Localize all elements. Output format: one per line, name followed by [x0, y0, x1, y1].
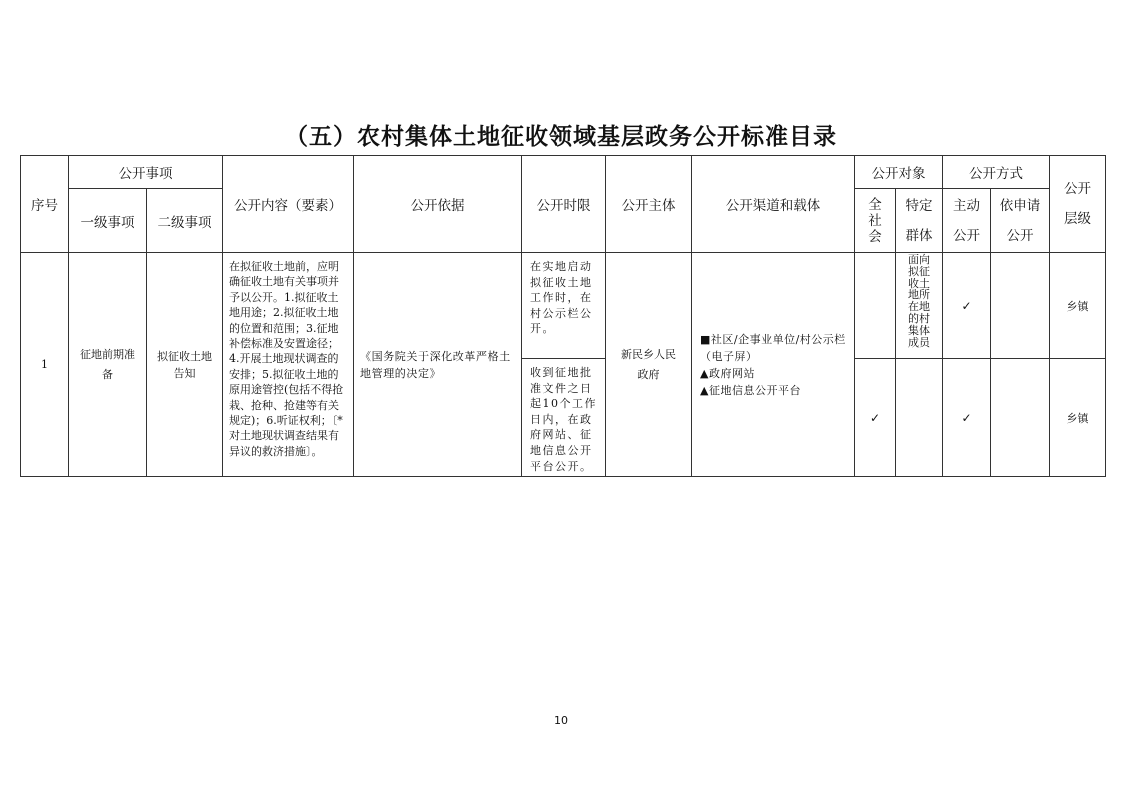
header-specific-group: [896, 189, 943, 253]
header-time-limit: 公开时限: [522, 156, 606, 253]
header-level2: 二级事项: [147, 189, 223, 253]
header-subject: 公开主体: [606, 156, 692, 253]
header-method-group: 公开方式: [943, 156, 1050, 189]
row-channel: [692, 253, 855, 477]
channel-item: ▲政府网站: [700, 366, 755, 380]
row-level1: 征地前期准备: [69, 253, 147, 477]
header-all-society-text: 全社会: [868, 196, 882, 245]
header-seq: 序号: [21, 156, 69, 253]
row-all-society-1: [855, 253, 896, 359]
header-basis: 公开依据: [354, 156, 522, 253]
row-level-2: 乡镇: [1050, 359, 1106, 477]
row-time-limit-2: 收到征地批准文件之日起10个工作日内，在政府网站、征地信息公开平台公开。: [522, 359, 606, 477]
row-content: 在拟征收土地前，应明确征收土地有关事项并予以公开。1.拟征收土地用途；2.拟征收土地的位置和范围；3.征地补偿标准及安置途径；4.开展土地现状调查的安排；5.拟征收土地的原用途管控(包括不得抢栽、抢种、抢建等有关规定)；6.听证权利；〔*对土地现状调查结果有异议的救济措施〕。: [223, 253, 354, 477]
header-active-line1: 主动: [953, 197, 980, 214]
header-all-society: [855, 189, 896, 253]
header-content: 公开内容（要素）: [223, 156, 354, 253]
row-apply-1: [991, 253, 1050, 359]
page-title: （五）农村集体土地征收领域基层政务公开标准目录: [285, 124, 837, 150]
channel-item: ▲征地信息公开平台: [700, 383, 801, 397]
header-channel: 公开渠道和载体: [692, 156, 855, 253]
row-specific-group-2: [896, 359, 943, 477]
row-basis: 《国务院关于深化改革严格土地管理的决定》: [354, 253, 522, 477]
header-level-line2: 层级: [1064, 211, 1091, 227]
header-apply-line1: 依申请: [999, 197, 1041, 214]
header-target-group: 公开对象: [855, 156, 943, 189]
header-active-line2: 公开: [953, 227, 980, 244]
row-seq: 1: [21, 253, 69, 477]
check-icon: ✓: [943, 253, 991, 359]
header-level: [1050, 156, 1106, 253]
header-level-line1: 公开: [1064, 181, 1091, 197]
row-level-1: 乡镇: [1050, 253, 1106, 359]
directory-table: [20, 155, 1106, 477]
row-level2: 拟征收土地告知: [147, 253, 223, 477]
header-active: [943, 189, 991, 253]
row-apply-2: [991, 359, 1050, 477]
header-item-group: 公开事项: [69, 156, 223, 189]
row-time-limit-1: 在实地启动拟征收土地工作时，在村公示栏公开。: [522, 253, 606, 359]
check-icon: ✓: [855, 359, 896, 477]
header-specific-group-line1: 特定: [905, 197, 933, 214]
check-icon: ✓: [943, 359, 991, 477]
specific-group-text: 面向拟征收土地所在地的村集体成员: [908, 253, 930, 349]
header-level1: 一级事项: [69, 189, 147, 253]
table-row: [21, 253, 1106, 359]
page-number: 10: [554, 714, 568, 727]
row-specific-group-1: [896, 253, 943, 359]
header-apply: [991, 189, 1050, 253]
row-subject: 新民乡人民政府: [606, 253, 692, 477]
channel-item: ■社区/企事业单位/村公示栏（电子屏）: [700, 332, 846, 363]
header-specific-group-line2: 群体: [905, 227, 933, 244]
header-apply-line2: 公开: [1006, 227, 1034, 244]
